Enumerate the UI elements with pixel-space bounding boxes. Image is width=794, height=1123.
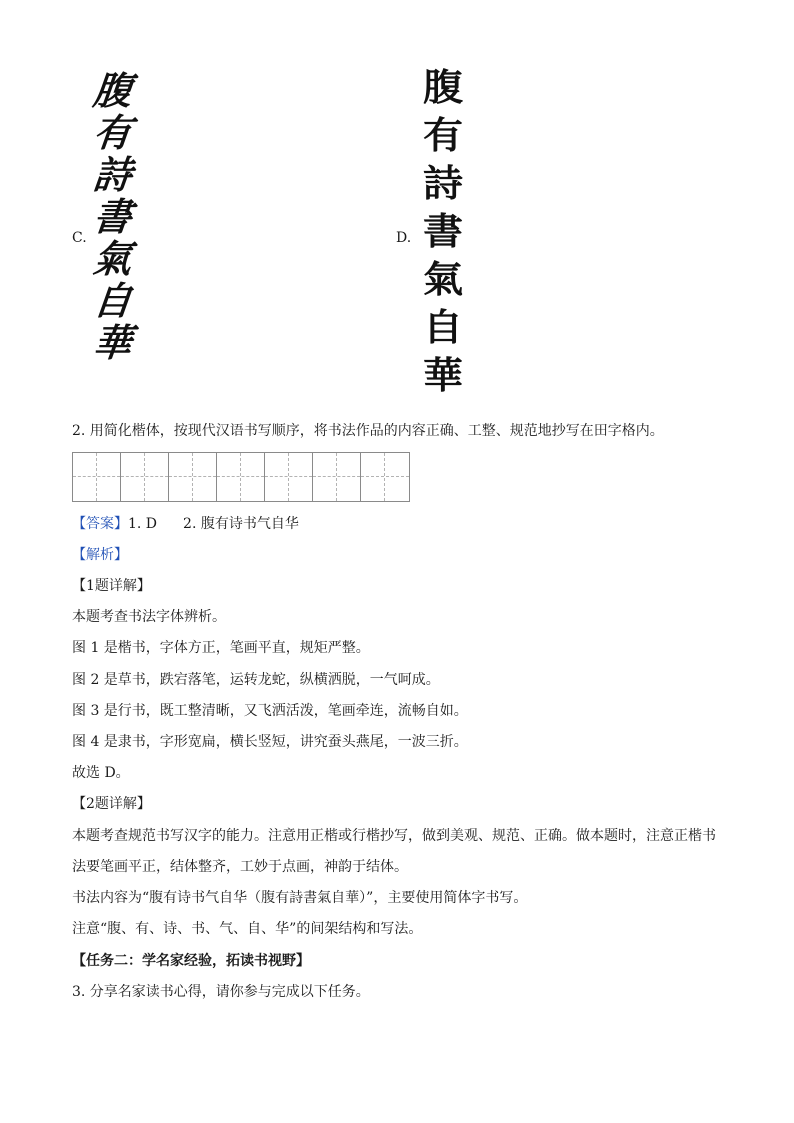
detail-1-line: 图 3 是行书，既工整清晰，又飞洒活泼，笔画牵连，流畅自如。: [72, 703, 468, 719]
option-d-calligraphy: [418, 64, 468, 400]
tianzige-cell[interactable]: [265, 453, 313, 501]
question-2-text: 2. 用简化楷体，按现代汉语书写顺序，将书法作品的内容正确、工整、规范地抄写在田字格内。: [72, 423, 664, 439]
calligraphy-char: 氣: [91, 236, 133, 281]
calligraphy-char: 自: [91, 278, 133, 323]
calligraphy-char: 華: [91, 320, 133, 365]
tianzige-grid: [72, 452, 410, 502]
tianzige-cell[interactable]: [121, 453, 169, 501]
tianzige-cell[interactable]: [217, 453, 265, 501]
calligraphy-char: 詩: [91, 152, 133, 197]
task-2-title: 【任务二：学名家经验，拓读书视野】: [72, 953, 310, 969]
question-3-text: 3. 分享名家读书心得，请你参与完成以下任务。: [72, 984, 370, 1000]
tianzige-cell[interactable]: [313, 453, 361, 501]
detail-2-line: 注意“腹、有、诗、书、气、自、华”的间架结构和写法。: [72, 921, 423, 937]
calligraphy-char: 華: [423, 353, 463, 398]
answer-line: [72, 514, 299, 534]
analysis-label: 【解析】: [72, 547, 128, 563]
calligraphy-char: 有: [91, 110, 133, 155]
calligraphy-char: 書: [423, 209, 463, 254]
calligraphy-char: 有: [423, 113, 463, 158]
option-c-calligraphy: [90, 70, 134, 364]
option-c-label: C.: [72, 230, 87, 246]
detail-1-line: 故选 D。: [72, 765, 130, 781]
detail-1-line: 本题考查书法字体辨析。: [72, 609, 226, 625]
detail-2-line: 本题考查规范书写汉字的能力。注意用正楷或行楷抄写，做到美观、规范、正确。做本题时，注意正楷书: [72, 828, 716, 844]
detail-1-line: 图 1 是楷书，字体方正，笔画平直，规矩严整。: [72, 640, 370, 656]
tianzige-cell[interactable]: [169, 453, 217, 501]
answer-label: 【答案】: [72, 516, 128, 532]
answer-q1: 1. D: [128, 516, 158, 532]
detail-1-header: 【1题详解】: [72, 578, 151, 594]
answer-q2: 2. 腹有诗书气自华: [183, 516, 299, 532]
calligraphy-char: 腹: [91, 68, 133, 113]
detail-2-header: 【2题详解】: [72, 796, 151, 812]
tianzige-cell[interactable]: [361, 453, 409, 501]
detail-2-line: 法要笔画平正，结体整齐，工妙于点画，神韵于结体。: [72, 859, 408, 875]
calligraphy-char: 詩: [423, 161, 463, 206]
calligraphy-char: 書: [91, 194, 133, 239]
tianzige-cell[interactable]: [73, 453, 121, 501]
detail-1-line: 图 4 是隶书，字形宽扁，横长竖短，讲究蚕头燕尾，一波三折。: [72, 734, 468, 750]
detail-2-line: 书法内容为“腹有诗书气自华（腹有詩書氣自華）”，主要使用简体字书写。: [72, 890, 528, 906]
calligraphy-char: 自: [423, 305, 463, 350]
calligraphy-char: 腹: [423, 65, 463, 110]
option-d-label: D.: [396, 230, 412, 246]
detail-1-line: 图 2 是草书，跌宕落笔，运转龙蛇，纵横洒脱，一气呵成。: [72, 672, 440, 688]
calligraphy-char: 氣: [423, 257, 463, 302]
